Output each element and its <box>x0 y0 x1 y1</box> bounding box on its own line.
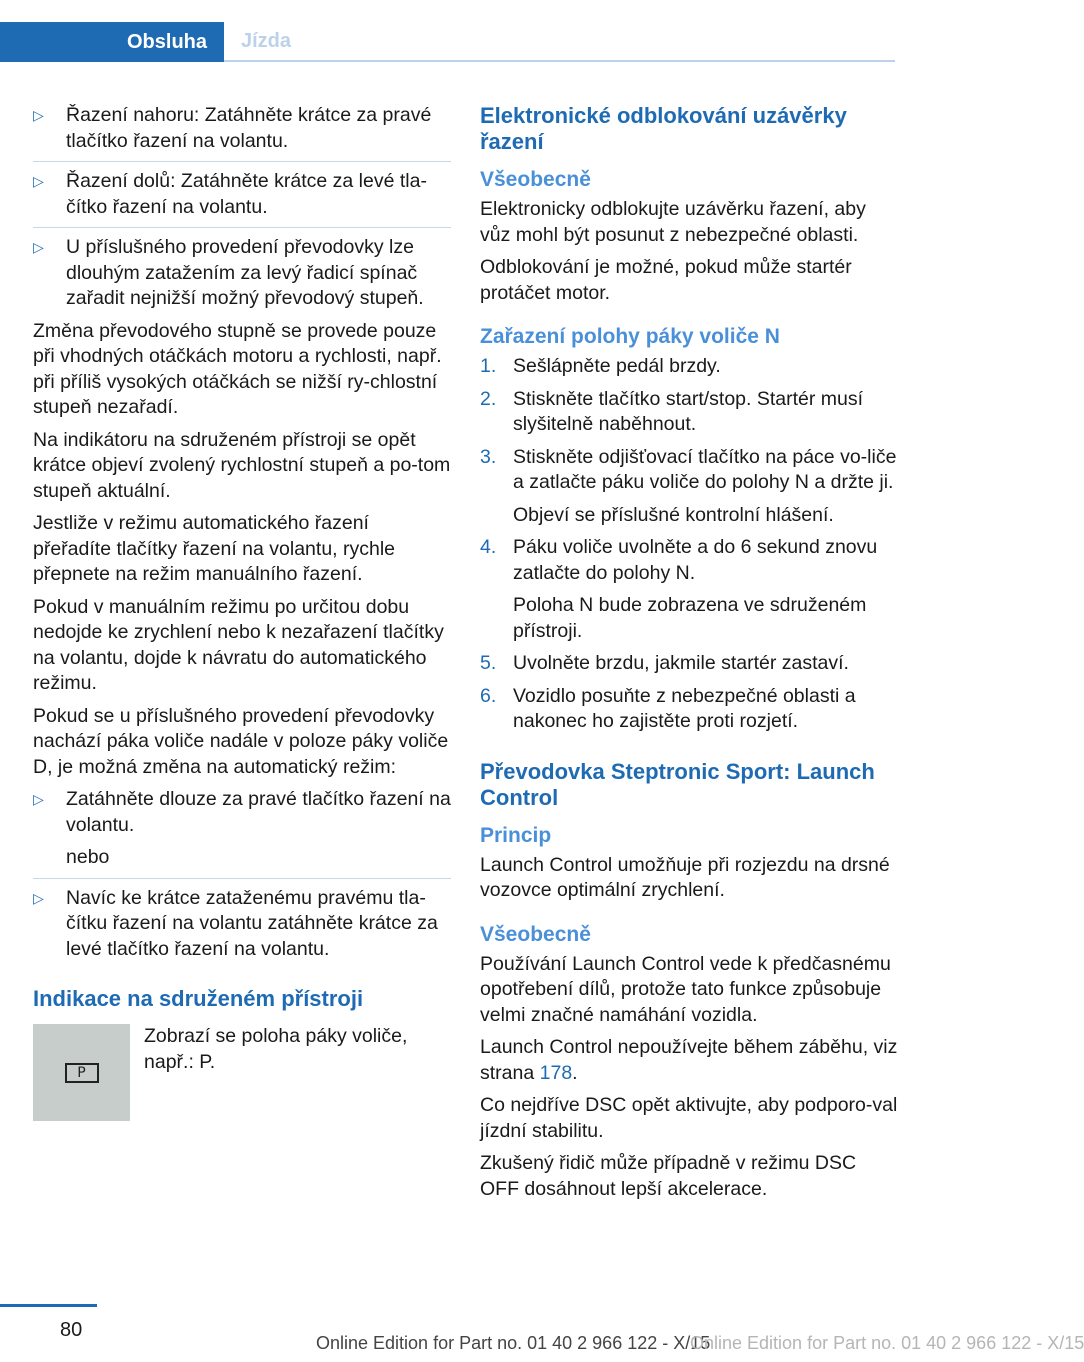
gear-position-p-icon: P <box>65 1063 99 1083</box>
paragraph: Launch Control nepoužívejte během záběhu, viz strana 178. <box>480 1036 898 1084</box>
subheading-princip: Princip <box>480 823 552 847</box>
step-number: 3. <box>480 445 497 468</box>
left-column <box>33 103 451 1121</box>
indicator-figure <box>33 1024 451 1121</box>
instrument-display-image <box>33 1024 130 1121</box>
page-number: 80 <box>60 1319 83 1341</box>
tab-obsluha[interactable]: Obsluha <box>0 22 224 62</box>
triangle-bullet-icon: ▷ <box>33 889 44 906</box>
paragraph: Na indikátoru na sdruženém přístroji se opět krátce objeví zvolený rychlostní stupeň a po‐tom stupeň aktuální. <box>33 428 451 502</box>
watermark: Online Edition for Part no. 01 40 2 966 122 - X/15 <box>690 1333 1084 1353</box>
subheading-vseobecne: Všeobecně <box>480 922 591 946</box>
step-number: 2. <box>480 387 497 410</box>
step-number: 6. <box>480 684 497 707</box>
triangle-bullet-icon: ▷ <box>33 791 44 807</box>
paragraph: Elektronicky odblokujte uzávěrku řazení, aby vůz mohl být posunut z nebezpečné oblasti. <box>480 198 866 246</box>
heading-elektronicke: Elektronické odblokování uzávěrky řazení <box>480 103 847 154</box>
step-number: 4. <box>480 536 497 558</box>
tab-jizda[interactable]: Jízda <box>224 22 895 62</box>
list-item: 5. Uvolněte brzdu, jakmile startér zastaví. <box>480 651 900 677</box>
step-number: 1. <box>480 355 497 377</box>
paragraph: Pokud v manuálním režimu po určitou dobu nedojde ke zrychlení nebo k nezařazení tlačítky na volantu, dojde k návratu do automatického režimu. <box>33 595 444 694</box>
heading-launch-control: Převodovka Steptronic Sport: Launch Control <box>480 758 875 810</box>
right-column <box>480 103 900 1209</box>
list-subtext: nebo <box>66 846 110 868</box>
divider <box>33 878 451 879</box>
divider <box>33 227 451 228</box>
list-item: ▷ Navíc ke krátce zataženému pravému tla‐čítku řazení na volantu zatáhněte krátce za levé tlačítko řazení na volantu. <box>33 886 438 960</box>
triangle-bullet-icon: ▷ <box>33 107 44 123</box>
list-item: 4. Páku voliče uvolněte a do 6 sekund znovu zatlačte do polohy N. Poloha N bude zobrazena ve sdruženém přístroji. <box>480 535 900 644</box>
list-item: 1. Sešlápněte pedál brzdy. <box>480 354 900 380</box>
chapter-tabs <box>0 22 895 62</box>
edition-text: Online Edition for Part no. 01 40 2 966 122 - X/15 <box>316 1333 711 1353</box>
paragraph: Pokud se u příslušného provedení převodovky nachází páka voliče nadále v poloze páky voliče D, je možná změna na automatický režim: <box>33 704 449 778</box>
list-subtext: Poloha N bude zobrazena ve sdruženém přístroji. <box>513 594 867 642</box>
steps-list <box>480 354 900 735</box>
page-reference-link[interactable]: 178 <box>539 1061 573 1084</box>
list-item: ▷ Řazení dolů: Zatáhněte krátce za levé tla‐čítko řazení na volantu. <box>33 170 427 218</box>
paragraph: Co nejdříve DSC opět aktivujte, aby podporo‐val jízdní stabilitu. <box>480 1094 898 1142</box>
list-item: ▷ Řazení nahoru: Zatáhněte krátce za pravé tlačítko řazení na volantu. <box>33 104 432 152</box>
paragraph: Používání Launch Control vede k předčasnému opotřebení dílů, protože tato funkce způsobuje velmi značné namáhání vozidla. <box>480 952 891 1026</box>
auto-mode-bullets <box>33 787 451 962</box>
list-item: 2. Stiskněte tlačítko start/stop. Startér musí slyšitelně naběhnout. <box>480 387 864 435</box>
heading-indikace: Indikace na sdruženém přístroji <box>33 986 364 1011</box>
indicator-caption: Zobrazí se poloha páky voliče, např.: P. <box>144 1025 408 1073</box>
subheading-zarazeni: Zařazení polohy páky voliče N <box>480 325 780 348</box>
subheading-vseobecne: Všeobecně <box>480 168 591 191</box>
triangle-bullet-icon: ▷ <box>33 239 44 255</box>
step-number: 5. <box>480 652 497 674</box>
divider <box>33 161 451 162</box>
paragraph: Odblokování je možné, pokud může startér protáčet motor. <box>480 256 852 304</box>
list-item: ▷ Zatáhněte dlouze za pravé tlačítko řazení na volantu. nebo <box>33 787 451 871</box>
triangle-bullet-icon: ▷ <box>33 173 44 189</box>
paragraph: Launch Control umožňuje při rozjezdu na drsné vozovce optimální zrychlení. <box>480 853 890 901</box>
shift-bullets <box>33 103 451 312</box>
list-subtext: Objeví se příslušné kontrolní hlášení. <box>513 503 834 526</box>
paragraph: Jestliže v režimu automatického řazení přeřadíte tlačítky řazení na volantu, rychle přepnete na režim manuálního řazení. <box>33 512 396 585</box>
list-item: ▷ U příslušného provedení převodovky lze dlouhým zatažením za levý řadicí spínač zařadit nejnižší možný převodový stupeň. <box>33 236 424 309</box>
paragraph: Změna převodového stupně se provede pouze při vhodných otáčkách motoru a rychlosti, např. při příliš vysokých otáčkách se nižší ry‐chlostní stupeň nezařadí. <box>33 319 442 418</box>
list-item: 3. Stiskněte odjišťovací tlačítko na páce vo‐liče a zatlačte páku voliče do polohy N a držte ji. Objeví se příslušné kontrolní hlášení. <box>480 445 900 529</box>
paragraph: Zkušený řidič může případně v režimu DSC OFF dosáhnout lepší akcelerace. <box>480 1152 857 1200</box>
footer-accent-line <box>0 1304 97 1307</box>
list-item: 6. Vozidlo posuňte z nebezpečné oblasti a nakonec ho zajistěte proti rozjetí. <box>480 684 856 732</box>
